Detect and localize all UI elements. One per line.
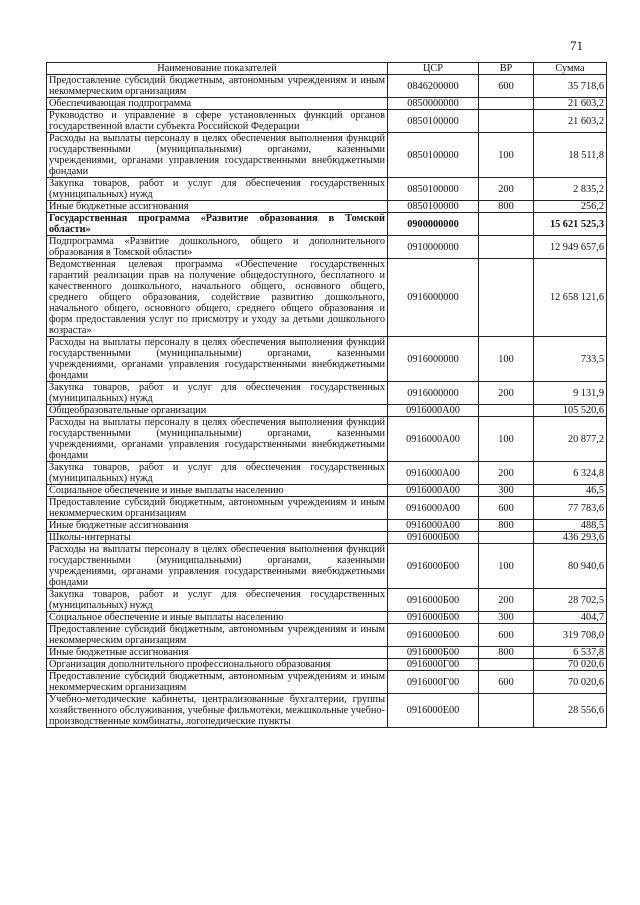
table-row xyxy=(47,405,607,417)
sum-cell: 9 131,9 xyxy=(534,382,607,405)
table-row xyxy=(47,133,607,178)
name-cell: Организация дополнительного профессионального образования xyxy=(47,659,388,671)
vr-cell: 600 xyxy=(479,497,534,520)
budget-table xyxy=(46,62,607,728)
sum-cell: 20 877,2 xyxy=(534,417,607,462)
csr-cell: 0916000А00 xyxy=(388,497,479,520)
vr-cell: 800 xyxy=(479,520,534,532)
sum-cell: 80 940,6 xyxy=(534,544,607,589)
sum-cell: 77 783,6 xyxy=(534,497,607,520)
sum-cell: 6 324,8 xyxy=(534,462,607,485)
column-header-csr: ЦСР xyxy=(388,63,479,75)
csr-cell: 0916000Б00 xyxy=(388,544,479,589)
vr-cell xyxy=(479,259,534,337)
table-row xyxy=(47,337,607,382)
name-cell: Расходы на выплаты персоналу в целях обеспечения выполнения функций государственными (муниципальными) органами, казенными учреждениями, органами управления государственными внебюджетными фондами xyxy=(47,133,388,178)
vr-cell: 200 xyxy=(479,178,534,201)
vr-cell: 200 xyxy=(479,589,534,612)
csr-cell: 0850100000 xyxy=(388,110,479,133)
name-cell: Предоставление субсидий бюджетным, автономным учреждениям и иным некоммерческим организациям xyxy=(47,624,388,647)
column-header-vr: ВР xyxy=(479,63,534,75)
name-cell: Предоставление субсидий бюджетным, автономным учреждениям и иным некоммерческим организациям xyxy=(47,671,388,694)
table-row xyxy=(47,462,607,485)
sum-cell: 21 603,2 xyxy=(534,98,607,110)
vr-cell: 600 xyxy=(479,671,534,694)
vr-cell: 100 xyxy=(479,337,534,382)
csr-cell: 0916000Б00 xyxy=(388,624,479,647)
column-header-name: Наименование показателей xyxy=(47,63,388,75)
name-cell: Ведомственная целевая программа «Обеспечение государственных гарантий реализации прав на получение общедоступного, бесплатного и качественного дошкольного, начального общего, основного общего, среднего общего образования, содействие развитию дошкольного, начального общего, основного общего, среднего общего образования и форм предоставления услуг по присмотру и уходу за детьми дошкольного возраста» xyxy=(47,259,388,337)
csr-cell: 0916000А00 xyxy=(388,485,479,497)
name-cell: Общеобразовательные организации xyxy=(47,405,388,417)
name-cell: Обеспечивающая подпрограмма xyxy=(47,98,388,110)
table-row xyxy=(47,201,607,213)
sum-cell: 488,5 xyxy=(534,520,607,532)
name-cell: Государственная программа «Развитие образования в Томской области» xyxy=(47,213,388,236)
name-cell: Школы-интернаты xyxy=(47,532,388,544)
name-cell: Закупка товаров, работ и услуг для обеспечения государственных (муниципальных) нужд xyxy=(47,382,388,405)
sum-cell: 12 658 121,6 xyxy=(534,259,607,337)
sum-cell: 733,5 xyxy=(534,337,607,382)
name-cell: Иные бюджетные ассигнования xyxy=(47,201,388,213)
sum-cell: 256,2 xyxy=(534,201,607,213)
csr-cell: 0916000А00 xyxy=(388,417,479,462)
name-cell: Закупка товаров, работ и услуг для обеспечения государственных (муниципальных) нужд xyxy=(47,178,388,201)
csr-cell: 0850100000 xyxy=(388,133,479,178)
sum-cell: 12 949 657,6 xyxy=(534,236,607,259)
name-cell: Расходы на выплаты персоналу в целях обеспечения выполнения функций государственными (муниципальными) органами, казенными учреждениями, органами управления государственными внебюджетными фондами xyxy=(47,544,388,589)
name-cell: Закупка товаров, работ и услуг для обеспечения государственных (муниципальных) нужд xyxy=(47,462,388,485)
table-row xyxy=(47,485,607,497)
table-row xyxy=(47,612,607,624)
vr-cell: 600 xyxy=(479,624,534,647)
name-cell: Социальное обеспечение и иные выплаты населению xyxy=(47,612,388,624)
name-cell: Учебно-методические кабинеты, централизованные бухгалтерии, группы хозяйственного обслуживания, учебные фильмотеки, межшкольные учебно-производственные комбинаты, логопедические пункты xyxy=(47,694,388,728)
name-cell: Предоставление субсидий бюджетным, автономным учреждениям и иным некоммерческим организациям xyxy=(47,75,388,98)
csr-cell: 0916000А00 xyxy=(388,405,479,417)
name-cell: Закупка товаров, работ и услуг для обеспечения государственных (муниципальных) нужд xyxy=(47,589,388,612)
sum-cell: 35 718,6 xyxy=(534,75,607,98)
table-row xyxy=(47,647,607,659)
sum-cell: 18 511,8 xyxy=(534,133,607,178)
table-row xyxy=(47,589,607,612)
name-cell: Руководство и управление в сфере установленных функций органов государственной власти субъекта Российской Федерации xyxy=(47,110,388,133)
vr-cell: 600 xyxy=(479,75,534,98)
vr-cell: 100 xyxy=(479,133,534,178)
table-row xyxy=(47,544,607,589)
csr-cell: 0916000Г00 xyxy=(388,671,479,694)
csr-cell: 0916000А00 xyxy=(388,462,479,485)
vr-cell: 100 xyxy=(479,544,534,589)
table-row xyxy=(47,520,607,532)
page-number: 71 xyxy=(570,38,583,53)
table-row xyxy=(47,178,607,201)
vr-cell: 200 xyxy=(479,382,534,405)
vr-cell: 200 xyxy=(479,462,534,485)
csr-cell: 0916000А00 xyxy=(388,520,479,532)
csr-cell: 0916000Е00 xyxy=(388,694,479,728)
table-row xyxy=(47,110,607,133)
table-row xyxy=(47,671,607,694)
csr-cell: 0846200000 xyxy=(388,75,479,98)
csr-cell: 0850100000 xyxy=(388,178,479,201)
table-row xyxy=(47,532,607,544)
table-row xyxy=(47,417,607,462)
table-row xyxy=(47,659,607,671)
vr-cell: 800 xyxy=(479,201,534,213)
sum-cell: 28 556,6 xyxy=(534,694,607,728)
table-row xyxy=(47,236,607,259)
sum-cell: 70 020,6 xyxy=(534,659,607,671)
csr-cell: 0916000000 xyxy=(388,382,479,405)
sum-cell: 70 020,6 xyxy=(534,671,607,694)
table-row xyxy=(47,213,607,236)
vr-cell: 300 xyxy=(479,612,534,624)
table-row xyxy=(47,624,607,647)
csr-cell: 0910000000 xyxy=(388,236,479,259)
csr-cell: 0916000Б00 xyxy=(388,589,479,612)
table-row xyxy=(47,382,607,405)
sum-cell: 319 708,0 xyxy=(534,624,607,647)
sum-cell: 46,5 xyxy=(534,485,607,497)
csr-cell: 0916000Г00 xyxy=(388,659,479,671)
table-body xyxy=(47,75,607,728)
vr-cell xyxy=(479,694,534,728)
csr-cell: 0850100000 xyxy=(388,201,479,213)
vr-cell: 100 xyxy=(479,417,534,462)
sum-cell: 15 621 525,3 xyxy=(534,213,607,236)
csr-cell: 0916000000 xyxy=(388,259,479,337)
vr-cell xyxy=(479,405,534,417)
vr-cell xyxy=(479,659,534,671)
table-row xyxy=(47,98,607,110)
csr-cell: 0850000000 xyxy=(388,98,479,110)
vr-cell: 800 xyxy=(479,647,534,659)
sum-cell: 404,7 xyxy=(534,612,607,624)
vr-cell: 300 xyxy=(479,485,534,497)
csr-cell: 0916000Б00 xyxy=(388,612,479,624)
csr-cell: 0916000Б00 xyxy=(388,647,479,659)
csr-cell: 0900000000 xyxy=(388,213,479,236)
vr-cell xyxy=(479,532,534,544)
csr-cell: 0916000000 xyxy=(388,337,479,382)
table-row xyxy=(47,259,607,337)
name-cell: Предоставление субсидий бюджетным, автономным учреждениям и иным некоммерческим организациям xyxy=(47,497,388,520)
vr-cell xyxy=(479,110,534,133)
table-header-row xyxy=(47,63,607,75)
sum-cell: 105 520,6 xyxy=(534,405,607,417)
sum-cell: 436 293,6 xyxy=(534,532,607,544)
name-cell: Иные бюджетные ассигнования xyxy=(47,647,388,659)
vr-cell xyxy=(479,236,534,259)
name-cell: Социальное обеспечение и иные выплаты населению xyxy=(47,485,388,497)
sum-cell: 21 603,2 xyxy=(534,110,607,133)
vr-cell xyxy=(479,98,534,110)
column-header-sum: Сумма xyxy=(534,63,607,75)
table-row xyxy=(47,75,607,98)
table-row xyxy=(47,497,607,520)
name-cell: Подпрограмма «Развитие дошкольного, общего и дополнительного образования в Томской области» xyxy=(47,236,388,259)
table-row xyxy=(47,694,607,728)
sum-cell: 2 835,2 xyxy=(534,178,607,201)
csr-cell: 0916000Б00 xyxy=(388,532,479,544)
name-cell: Расходы на выплаты персоналу в целях обеспечения выполнения функций государственными (муниципальными) органами, казенными учреждениями, органами управления государственными внебюджетными фондами xyxy=(47,337,388,382)
sum-cell: 6 537,8 xyxy=(534,647,607,659)
vr-cell xyxy=(479,213,534,236)
sum-cell: 28 702,5 xyxy=(534,589,607,612)
name-cell: Расходы на выплаты персоналу в целях обеспечения выполнения функций государственными (муниципальными) органами, казенными учреждениями, органами управления государственными внебюджетными фондами xyxy=(47,417,388,462)
name-cell: Иные бюджетные ассигнования xyxy=(47,520,388,532)
